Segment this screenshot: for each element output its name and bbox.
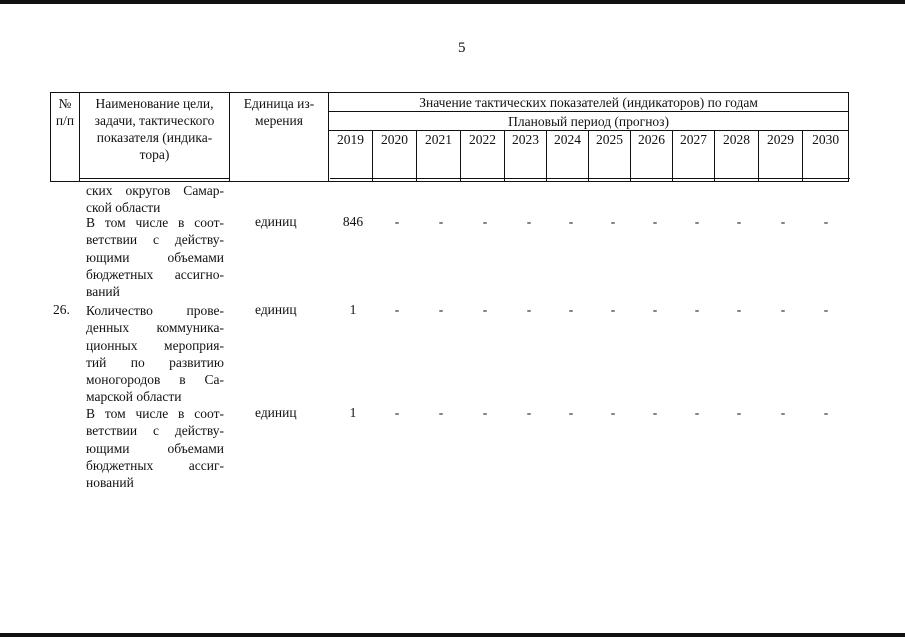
indicator-name-line: ских округов Самар-	[86, 183, 224, 198]
value-cell: -	[823, 214, 829, 229]
year-header-cell: 2020	[373, 131, 417, 182]
indicator-name-line: ветствии с действу-	[86, 423, 224, 439]
indicator-name-line: ющими объемами	[86, 249, 224, 265]
value-cell: -	[482, 214, 488, 229]
value-cell: -	[780, 214, 786, 229]
header-bottom-line	[330, 178, 850, 179]
value-cell: -	[526, 302, 532, 317]
unit-cell: единиц	[255, 214, 297, 229]
indicator-name-line: денных коммуника-	[86, 320, 224, 336]
value-cell: -	[610, 214, 616, 229]
year-header-cell: 2026	[631, 131, 673, 182]
value-cell: -	[438, 214, 444, 229]
value-cell: -	[610, 302, 616, 317]
indicator-name-line: ветствии с действу-	[86, 232, 224, 248]
year-header-cell: 2019	[329, 131, 373, 182]
indicator-name-line: тий по развитию	[86, 354, 224, 370]
value-cell: -	[736, 405, 742, 420]
value-cell: -	[568, 302, 574, 317]
indicator-name	[86, 182, 224, 217]
indicator-name-line: В том числе в соот-	[86, 215, 224, 230]
value-cell: -	[694, 214, 700, 229]
indicator-name-line: бюджетных ассигно-	[86, 266, 224, 282]
year-header-cell: 2025	[589, 131, 631, 182]
indicator-name-line: моногородов в Са-	[86, 372, 224, 388]
value-cell: -	[736, 302, 742, 317]
year-header-cell: 2021	[417, 131, 461, 182]
value-cell: -	[394, 302, 400, 317]
year-header-cell: 2027	[673, 131, 715, 182]
value-cell: -	[780, 405, 786, 420]
value-cell: 1	[349, 405, 357, 420]
value-cell: -	[482, 302, 488, 317]
bottom-border-line	[0, 633, 905, 637]
col-header-values: Значение тактических показателей (индикаторов) по годам	[329, 93, 849, 112]
value-cell: -	[568, 214, 574, 229]
value-cell: -	[652, 302, 658, 317]
value-cell: -	[823, 405, 829, 420]
year-header-cell: 2028	[715, 131, 759, 182]
year-header-cell: 2022	[461, 131, 505, 182]
header-bottom-line	[80, 178, 230, 179]
indicator-table-header	[50, 92, 849, 182]
value-cell: -	[780, 302, 786, 317]
indicator-name-line: ющими объемами	[86, 440, 224, 456]
value-cell: -	[568, 405, 574, 420]
top-border-line	[0, 0, 905, 4]
value-cell: -	[482, 405, 488, 420]
indicator-name-line: нований	[86, 475, 134, 491]
value-cell: -	[526, 214, 532, 229]
value-cell: -	[526, 405, 532, 420]
col-header-number: № п/п	[51, 93, 80, 182]
year-header-cell: 2024	[547, 131, 589, 182]
indicator-name-line: бюджетных ассиг-	[86, 457, 224, 473]
indicator-name-line: ционных мероприя-	[86, 337, 224, 353]
value-cell: -	[652, 405, 658, 420]
indicator-name	[86, 302, 224, 406]
indicator-name-line: В том числе в соот-	[86, 406, 224, 421]
indicator-name	[86, 214, 224, 300]
value-cell: -	[394, 214, 400, 229]
col-header-period: Плановый период (прогноз)	[329, 112, 849, 131]
indicator-name	[86, 405, 224, 491]
value-cell: -	[694, 302, 700, 317]
indicator-name-line: марской области	[86, 389, 182, 405]
unit-cell: единиц	[255, 405, 297, 420]
page-number: 5	[458, 40, 466, 56]
indicator-name-line: ской области	[86, 200, 161, 216]
value-cell: -	[438, 405, 444, 420]
value-cell: 1	[349, 302, 357, 317]
value-cell: -	[694, 405, 700, 420]
year-header-cell: 2023	[505, 131, 547, 182]
year-header-cell: 2029	[759, 131, 803, 182]
row-number: 26.	[53, 302, 70, 317]
unit-cell: единиц	[255, 302, 297, 317]
col-header-unit: Единица из- мерения	[230, 93, 329, 182]
col-header-name: Наименование цели, задачи, тактического показателя (индика- тора)	[80, 93, 230, 182]
value-cell: -	[823, 302, 829, 317]
value-cell: -	[610, 405, 616, 420]
year-header-cell: 2030	[803, 131, 849, 182]
value-cell: -	[652, 214, 658, 229]
value-cell: 846	[342, 214, 364, 229]
indicator-name-line: ваний	[86, 284, 120, 300]
value-cell: -	[394, 405, 400, 420]
indicator-name-line: Количество прове-	[86, 303, 224, 318]
value-cell: -	[438, 302, 444, 317]
value-cell: -	[736, 214, 742, 229]
